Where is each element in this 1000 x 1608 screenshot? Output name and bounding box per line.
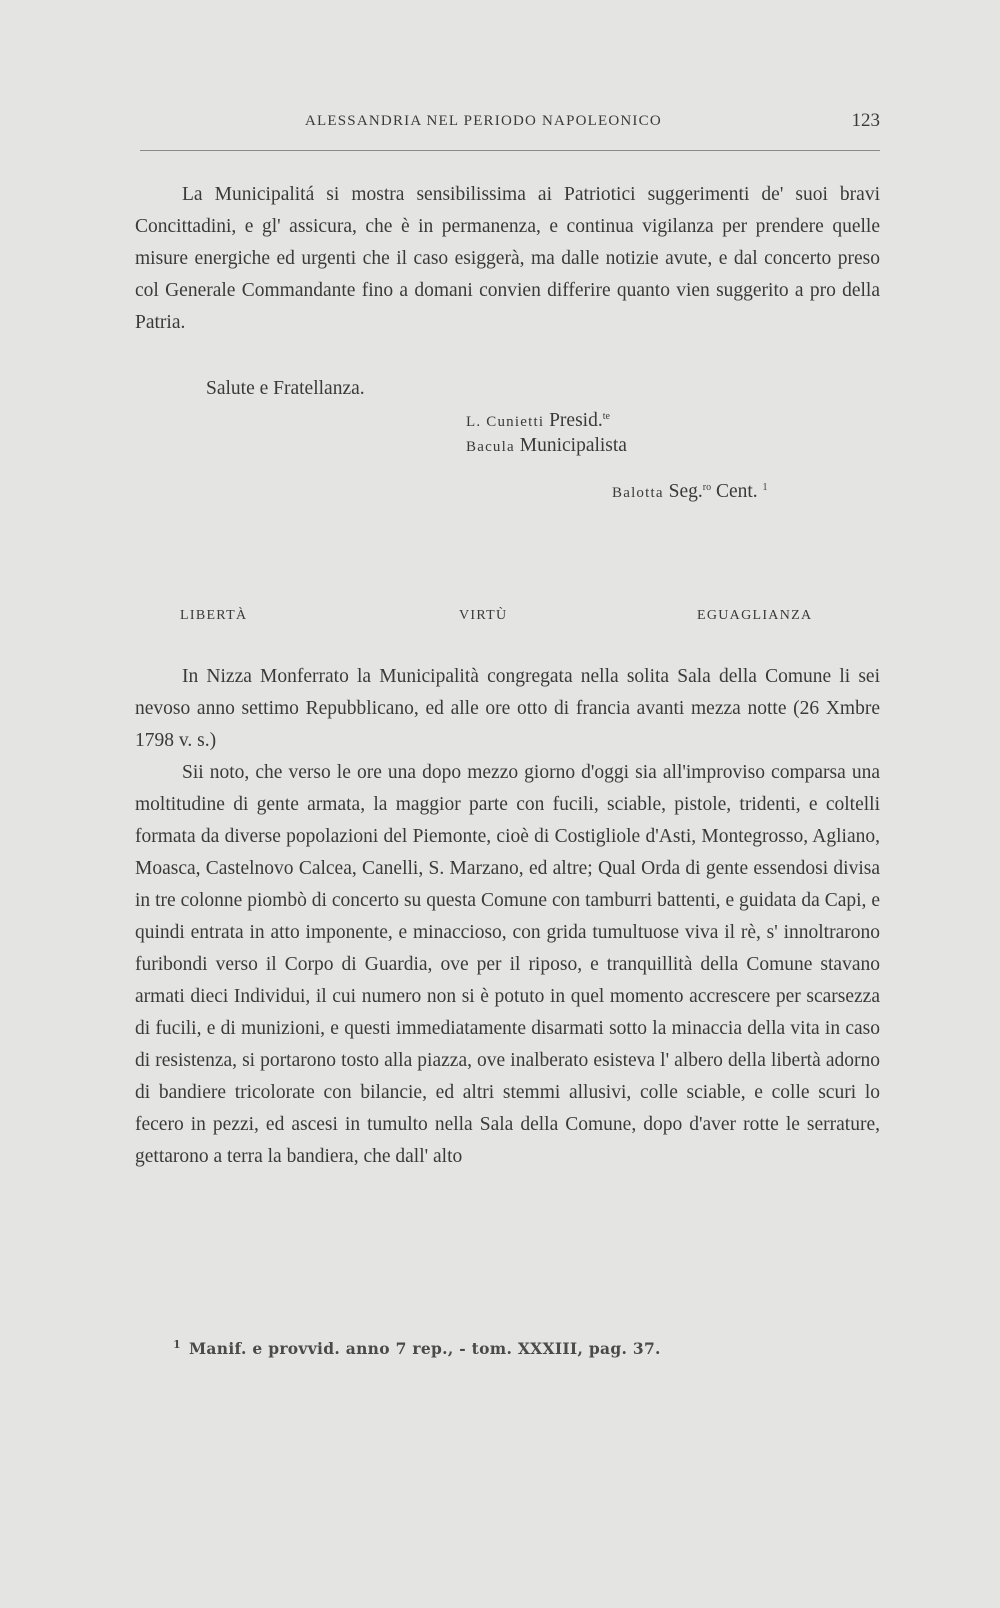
signature-balotta-suffix: Cent. (715, 481, 758, 502)
signature-balotta (612, 472, 768, 509)
header-rule (140, 150, 880, 151)
running-head (135, 110, 880, 138)
footnote (173, 1338, 661, 1358)
signature-balotta-title: Seg. (668, 481, 703, 502)
signature-cunietti-title: Presid. (549, 410, 603, 431)
motto-virtu: VIRTÙ (459, 608, 508, 623)
motto-eguaglianza: EGUAGLIANZA (697, 608, 813, 623)
letter-paragraph: La Municipalitá si mostra sensibilissima ai Patriotici suggerimenti de' suoi bravi Concittadini, e gl' assicura, che è in permanenza, e continua vigilanza per prendere quelle misure energiche ed urgenti che il caso esiggerà, ma dalle notizie avute, e dal concerto preso col Generale Commandante fino a domani convien differire quanto vien suggerito a pro della Patria. (135, 184, 880, 333)
letter-salute: Salute e Fratellanza. (206, 378, 365, 399)
signature-balotta-name: Balotta (612, 485, 664, 501)
footnote-text: Manif. e provvid. anno 7 rep., - tom. XXXIII, pag. 37. (188, 1339, 661, 1358)
report-paragraph-1: In Nizza Monferrato la Municipalità congregata nella solita Sala della Comune li sei nevoso anno settimo Repubblicano, ed alle ore otto di francia avanti mezza notte (26 Xmbre 1798 v. s.) (135, 666, 880, 751)
report-paragraph-2: Sii noto, che verso le ore una dopo mezzo giorno d'oggi sia all'improviso comparsa una moltitudine di gente armata, la maggior parte con fucili, sciable, pistole, tridenti, e coltelli formata da diverse popolazioni del Piemonte, cioè di Costigliole d'Asti, Montegrosso, Agliano, Moasca, Castelnovo Calcea, Canelli, S. Marzano, ed altre; Qual Orda di gente essendosi divisa in tre colonne piombò di concerto su questa Comune con tamburri battenti, e guidata da Capi, e quindi entrata in atto imponente, e minaccioso, con grida tumultuose viva il rè, s' innoltrarono furibondi verso il Corpo di Guardia, ove per il riposo, e tranquillità della Comune stavano armati dieci Individui, il cui numero non si è potuto in quel momento accrescere per scarsezza di fucili, e di munizioni, e questi immediatamente disarmati sotto la minaccia della vita in caso di resistenza, si portarono tosto alla piazza, ove inalberato esisteva l' albero della libertà adorno di bandiere tricolorate con bilancie, ed altri stemmi allusivi, colle sciable, e colle scuri lo fecero in pezzi, ed ascesi in tumulto nella Sala della Comune, dopo d'aver rotte le serrature, gettarono a terra la bandiera, che dall' alto (135, 762, 880, 1167)
signature-bacula-title: Municipalista (519, 435, 627, 456)
running-title: ALESSANDRIA NEL PERIODO NAPOLEONICO (305, 113, 662, 129)
footnote-reference: 1 (762, 482, 768, 493)
signature-balotta-sup: ro (702, 482, 712, 493)
report-body (135, 661, 880, 1173)
signature-cunietti-sup: te (602, 411, 610, 422)
signature-bacula (466, 430, 627, 463)
signature-bacula-name: Bacula (466, 439, 515, 455)
footnote-marker: 1 (173, 1338, 181, 1351)
page-number: 123 (851, 110, 880, 131)
signature-cunietti-name: L. Cunietti (466, 414, 545, 430)
motto-liberta: LIBERTÀ (180, 608, 248, 623)
letter-body (135, 179, 880, 339)
